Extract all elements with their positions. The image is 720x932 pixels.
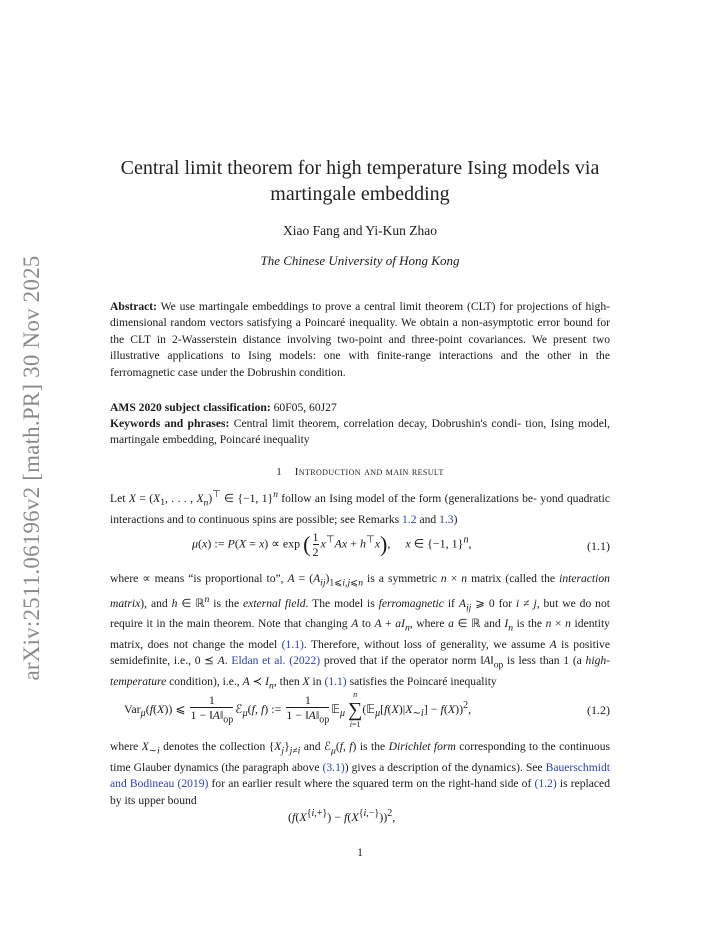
- keywords-line: tion, Ising model, martingale embedding, Poincaré inequality: [110, 417, 610, 447]
- abstract-line: projections of high-dimensional random vectors satisfying a Poincaré inequality. We obtain: [110, 300, 610, 330]
- ams-value: 60F05, 60J27: [273, 401, 337, 414]
- remark-1-3-link[interactable]: 1.3: [439, 512, 454, 526]
- equation-upper-bound: $(f(X^{\{i,+\}}) - f(X^{\{i,-\}}))^2$,: [288, 808, 396, 824]
- arxiv-stamp-text: arXiv:2511.06196v2 [math.PR] 30 Nov 2025: [19, 255, 44, 681]
- keywords-line: Central limit theorem, correlation decay, Dobrushin's condi-: [233, 417, 522, 430]
- abstract-line: with finite-range interactions and the other in the ferromagnetic case under the Dobrushin: [110, 349, 610, 379]
- equation-1-2: Var$_\mu$(f(X)) ⩽ $\frac{1}{1 - ‖A‖_{op}}$ ℰ$_\mu$(f, f) := $\frac{1}{1 - ‖A‖_{op}}$ 𝔼$_\mu$ n ∑ i=1 $(𝔼_\mu[f(X)|X_{\sim i}] - f(X))^2$, (1.2): [124, 690, 610, 729]
- section-number: 1: [276, 466, 283, 478]
- equation-1-1-link[interactable]: (1.1): [324, 675, 347, 689]
- equation-1-1-link[interactable]: (1.1): [281, 638, 304, 652]
- section-title: Introduction and main result: [294, 466, 444, 478]
- abstract-line: condition.: [298, 365, 346, 379]
- paper-title: [110, 155, 610, 207]
- abstract-label: Abstract:: [110, 300, 158, 313]
- intro-paragraph-2: where ∝ means “is proportional to”, $A = (A_{ij})_{1⩽i,j⩽n}$ is a symmetric n × n matrix (called the interaction matrix), and h ∈ ℝ$^n$ is the external field. The model is ferromagnetic if $A_{ij}$ ⩾ 0 for i ≠ j, but we do not require it in the main theorem. Note that changing A to $A + aI_n$, where a ∈ ℝ and $I_n$ is the n × n identity matrix, does not change the model (1.1). Therefore, without loss of generality, we assume A is positive semidefinite, i.e., 0 ⪯ A. Eldan et al. (2022) proved that if the operator norm $‖A‖_{op}$ is less than 1 (a high-temperature condition), i.e., A ≺ $I_n$, then X in (1.1) satisfies the Poincaré inequality: [110, 572, 611, 692]
- intro-paragraph-3: where $X_{\sim i}$ denotes the collection $\{X_j\}_{j\ne i}$ and ℰ$_\mu$(f, f) is the Dirichlet form corresponding to the continuous time Glauber dynamics (the paragraph above (3.1)) gives a description of the dynamics). See Bauerschmidt and Bodineau (2019) for an earlier result where the squared term on the right-hand side of (1.2) is replaced by its upper bound: [110, 740, 611, 807]
- abstract-line: a non-asymptotic error bound for the CLT in 2-Wasserstein distance involving two-point: [110, 316, 610, 346]
- title-line-2: martingale embedding: [270, 183, 450, 205]
- title-line-1: Central limit theorem for high temperature Ising models via: [120, 157, 600, 179]
- citation-eldan-link[interactable]: Eldan et al. (2022): [231, 654, 321, 668]
- equation-number: (1.1): [587, 539, 610, 553]
- abstract: [110, 299, 610, 381]
- page-number: 1: [357, 846, 363, 859]
- keywords-label: Keywords and phrases:: [110, 417, 230, 430]
- section-heading: [110, 466, 610, 478]
- keywords: [110, 416, 610, 449]
- authors: Xiao Fang and Yi-Kun Zhao: [283, 223, 437, 238]
- citation-bauerschmidt-link[interactable]: Bauerschmidt and Bodineau (2019): [110, 760, 610, 791]
- equation-number: (1.2): [587, 703, 610, 717]
- affiliation: The Chinese University of Hong Kong: [260, 253, 460, 268]
- abstract-line: We use martingale embeddings to prove a central limit theorem (CLT) for: [160, 300, 513, 313]
- paragraph-3-1-link[interactable]: (3.1): [322, 760, 345, 774]
- ams-classification: [110, 400, 610, 416]
- abstract-line: and three-point covariances. We present two illustrative applications to Ising models: one: [110, 332, 610, 363]
- arxiv-identifier-stamp: [12, 248, 52, 688]
- intro-paragraph-1: Let $X = (X_1$, . . . , $X_n)^⊤$ ∈ {−1, 1}$^n$ follow an Ising model of the form (generalizations be- yond quadratic interactions and to continuous spins are possible; see Remarks 1.2 and 1.3): [110, 489, 610, 526]
- remark-1-2-link[interactable]: 1.2: [402, 512, 417, 526]
- equation-1-2-link[interactable]: (1.2): [534, 777, 557, 791]
- ams-label: AMS 2020 subject classification:: [110, 401, 271, 414]
- equation-1-1: μ(x) := P(X = x) ∝ exp ( $\frac{1}{2}$ x⊤Ax + h⊤x), x ∈ {−1, 1}$^n$, (1.1): [192, 530, 610, 559]
